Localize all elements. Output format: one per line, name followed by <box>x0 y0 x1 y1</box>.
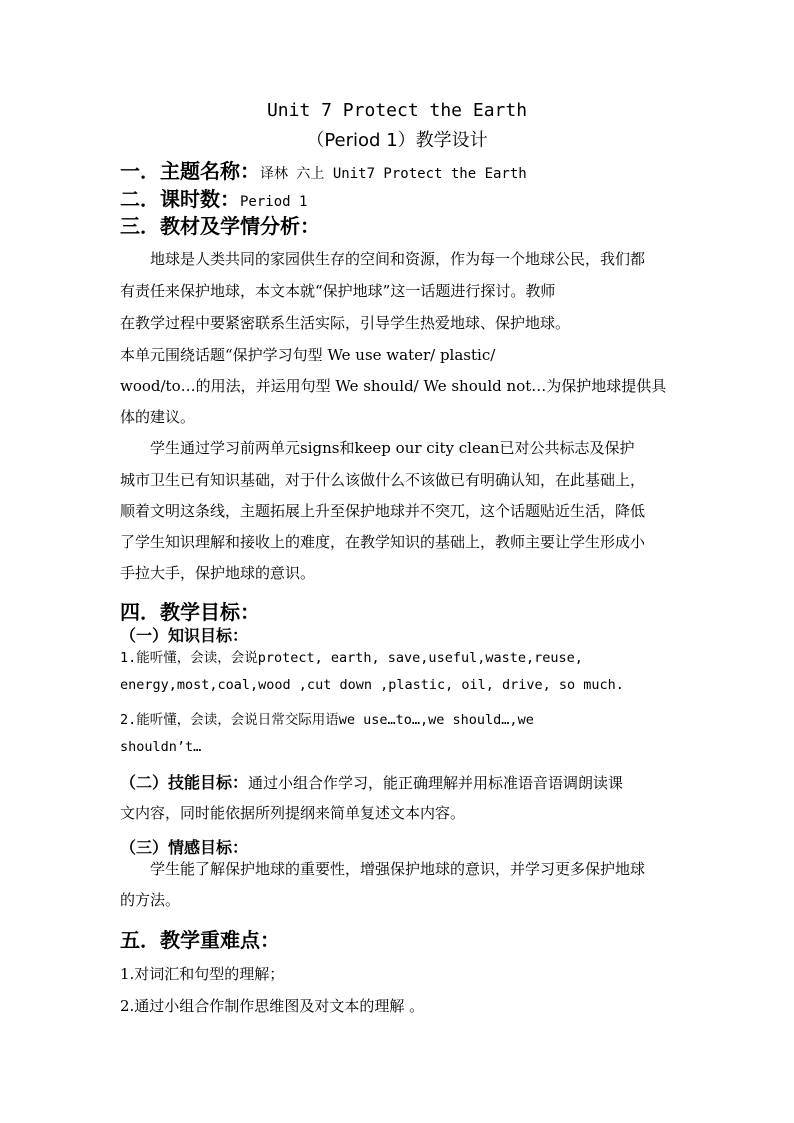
analysis-line: 顺着文明这条线，主题拓展上升至保护地球并不突兀，这个话题贴近生活，降低 <box>120 502 646 520</box>
emotion-objective-heading: （三）情感目标： <box>120 838 249 857</box>
skill-objective-text: 通过小组合作学习，能正确理解并用标准语音语调朗读课 <box>248 774 624 792</box>
section-topic <box>120 155 527 184</box>
analysis-line: 地球是人类共同的家园供生存的空间和资源，作为每一个地球公民，我们都 <box>150 250 646 268</box>
knowledge-line: 2.能听懂，会读，会说日常交际用语we use…to…,we should…,we <box>120 712 534 728</box>
key-point-line: 2.通过小组合作制作思维图及对文本的理解 。 <box>120 997 425 1015</box>
knowledge-line: 1.能听懂，会读，会说protect, earth, save,useful,waste,reuse, <box>120 650 583 666</box>
analysis-line: 有责任来保护地球，本文本就“保护地球”这一话题进行探讨。教师 <box>120 282 556 300</box>
analysis-line: 城市卫生已有知识基础，对于什么该做什么不该做已有明确认知，在此基础上， <box>120 471 646 489</box>
doc-title-line2: （Period 1）教学设计 <box>306 130 488 151</box>
skill-objective-line2: 文内容，同时能依据所列提纲来简单复述文本内容。 <box>120 804 466 822</box>
section-topic-label: 一．主题名称： <box>120 159 260 183</box>
section-analysis-heading: 三．教材及学情分析： <box>120 214 320 238</box>
section-periods-value: Period 1 <box>240 194 308 210</box>
analysis-line: wood/to…的用法，并运用句型 We should/ We should not…为保护地球提供具 <box>120 377 667 395</box>
doc-title-line1: Unit 7 Protect the Earth <box>266 100 528 121</box>
analysis-line: 手拉大手，保护地球的意识。 <box>120 564 316 582</box>
section-periods <box>120 183 307 212</box>
analysis-line: 本单元围绕话题“保护学习句型 We use water/ plastic/ <box>120 346 496 364</box>
knowledge-objective-heading: （一）知识目标： <box>120 626 249 645</box>
analysis-line: 了学生知识理解和接收上的难度，在教学知识的基础上，教师主要让学生形成小 <box>120 533 646 551</box>
section-topic-value: 译林 六上 Unit7 Protect the Earth <box>260 166 527 182</box>
key-point-line: 1.对词汇和句型的理解； <box>120 965 285 983</box>
section-periods-label: 二．课时数： <box>120 187 240 211</box>
analysis-line: 学生通过学习前两单元signs和keep our city clean已对公共标志及保护 <box>150 439 635 457</box>
emotion-line: 学生能了解保护地球的重要性，增强保护地球的意识，并学习更多保护地球 <box>150 860 646 878</box>
knowledge-line: shouldn’t… <box>120 739 202 755</box>
knowledge-line: energy,most,coal,wood ,cut down ,plastic, oil, drive, so much. <box>120 677 624 693</box>
analysis-line: 体的建议。 <box>120 408 196 426</box>
section-objectives-heading: 四．教学目标： <box>120 600 260 624</box>
skill-objective-label: （二）技能目标： <box>120 773 249 792</box>
section-key-points-heading: 五．教学重难点： <box>120 928 280 952</box>
analysis-line: 在教学过程中要紧密联系生活实际，引导学生热爱地球、保护地球。 <box>120 314 571 332</box>
skill-objective <box>120 770 623 793</box>
emotion-line: 的方法。 <box>120 891 181 909</box>
